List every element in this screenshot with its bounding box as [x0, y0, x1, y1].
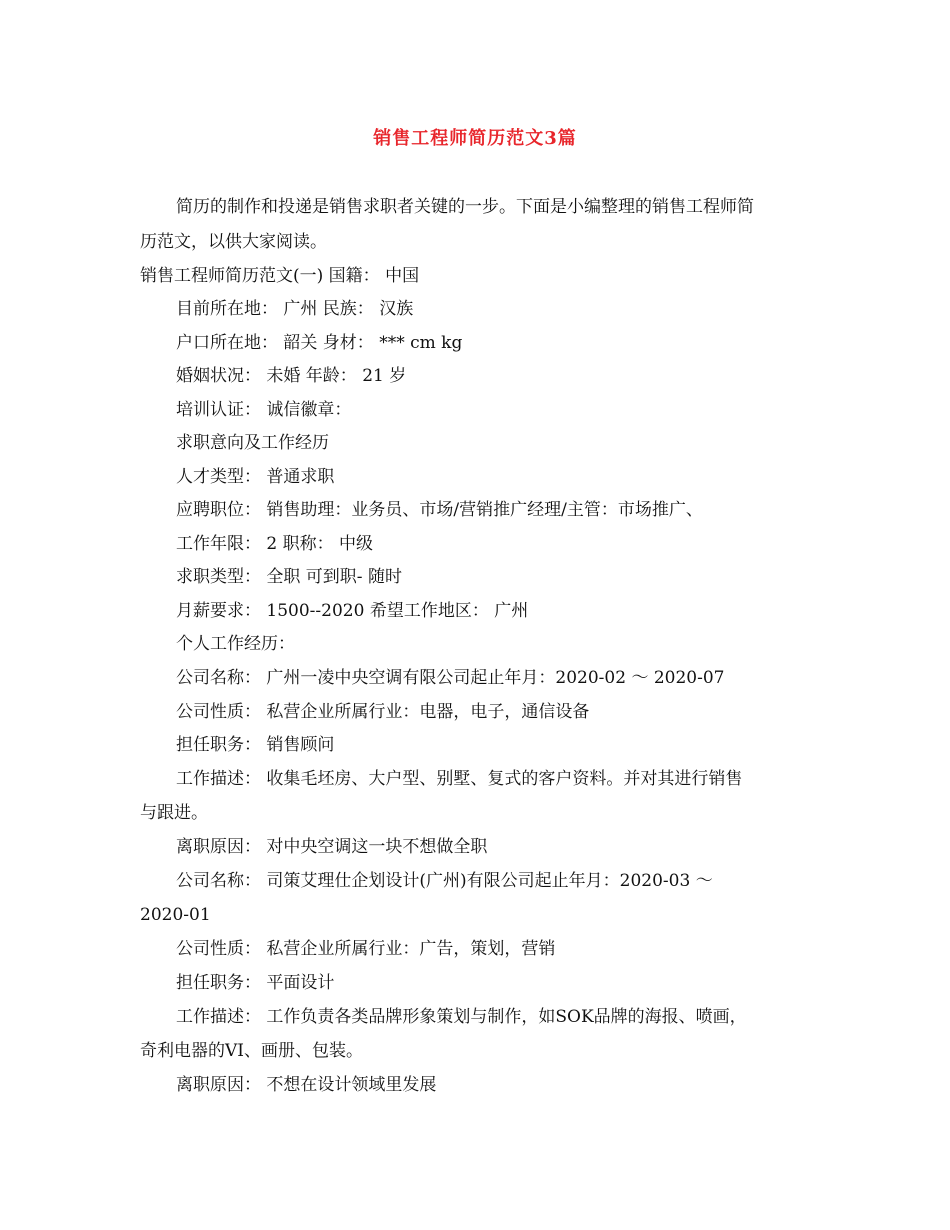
- job2-company-cont: 2020-01: [140, 905, 211, 925]
- field-location: 目前所在地： 广州 民族： 汉族: [176, 299, 414, 319]
- field-job-type: 求职类型： 全职 可到职- 随时: [176, 567, 402, 587]
- field-talent-type: 人才类型： 普通求职: [176, 467, 335, 487]
- section-job-intent: 求职意向及工作经历: [176, 433, 329, 453]
- section-work-history: 个人工作经历：: [176, 634, 295, 654]
- field-hukou: 户口所在地： 韶关 身材： *** cm kg: [176, 333, 463, 353]
- job2-nature: 公司性质： 私营企业所属行业：广告，策划，营销: [176, 939, 556, 959]
- field-years: 工作年限： 2 职称： 中级: [176, 534, 374, 554]
- job1-nature: 公司性质： 私营企业所属行业：电器，电子，通信设备: [176, 702, 590, 722]
- document-title: 销售工程师简历范文3篇: [373, 128, 577, 149]
- job1-description-cont: 与跟进。: [140, 803, 208, 823]
- intro-line-1: 简历的制作和投递是销售求职者关键的一步。下面是小编整理的销售工程师简: [176, 197, 754, 217]
- job1-description: 工作描述： 收集毛坯房、大户型、别墅、复式的客户资料。并对其进行销售: [176, 769, 743, 789]
- job2-company: 公司名称： 司策艾理仕企划设计(广州)有限公司起止年月：2020-03 ～: [176, 871, 713, 891]
- resume-heading-nationality: 销售工程师简历范文(一) 国籍： 中国: [140, 266, 420, 286]
- job2-leave-reason: 离职原因： 不想在设计领域里发展: [176, 1075, 437, 1095]
- field-marital: 婚姻状况： 未婚 年龄： 21 岁: [176, 366, 407, 386]
- job1-company: 公司名称： 广州一凌中央空调有限公司起止年月：2020-02 ～ 2020-07: [176, 668, 725, 688]
- job1-leave-reason: 离职原因： 对中央空调这一块不想做全职: [176, 837, 488, 857]
- job2-description-cont: 奇利电器的VI、画册、包装。: [140, 1041, 363, 1061]
- intro-line-2: 历范文，以供大家阅读。: [140, 232, 327, 252]
- job2-role: 担任职务： 平面设计: [176, 973, 335, 993]
- job1-role: 担任职务： 销售顾问: [176, 735, 335, 755]
- field-certification: 培训认证： 诚信徽章：: [176, 400, 352, 420]
- job2-description: 工作描述： 工作负责各类品牌形象策划与制作，如SOK品牌的海报、喷画，: [176, 1007, 747, 1027]
- field-position: 应聘职位： 销售助理：业务员、市场/营销推广经理/主管：市场推广、: [176, 500, 703, 520]
- field-salary: 月薪要求： 1500--2020 希望工作地区： 广州: [176, 601, 529, 621]
